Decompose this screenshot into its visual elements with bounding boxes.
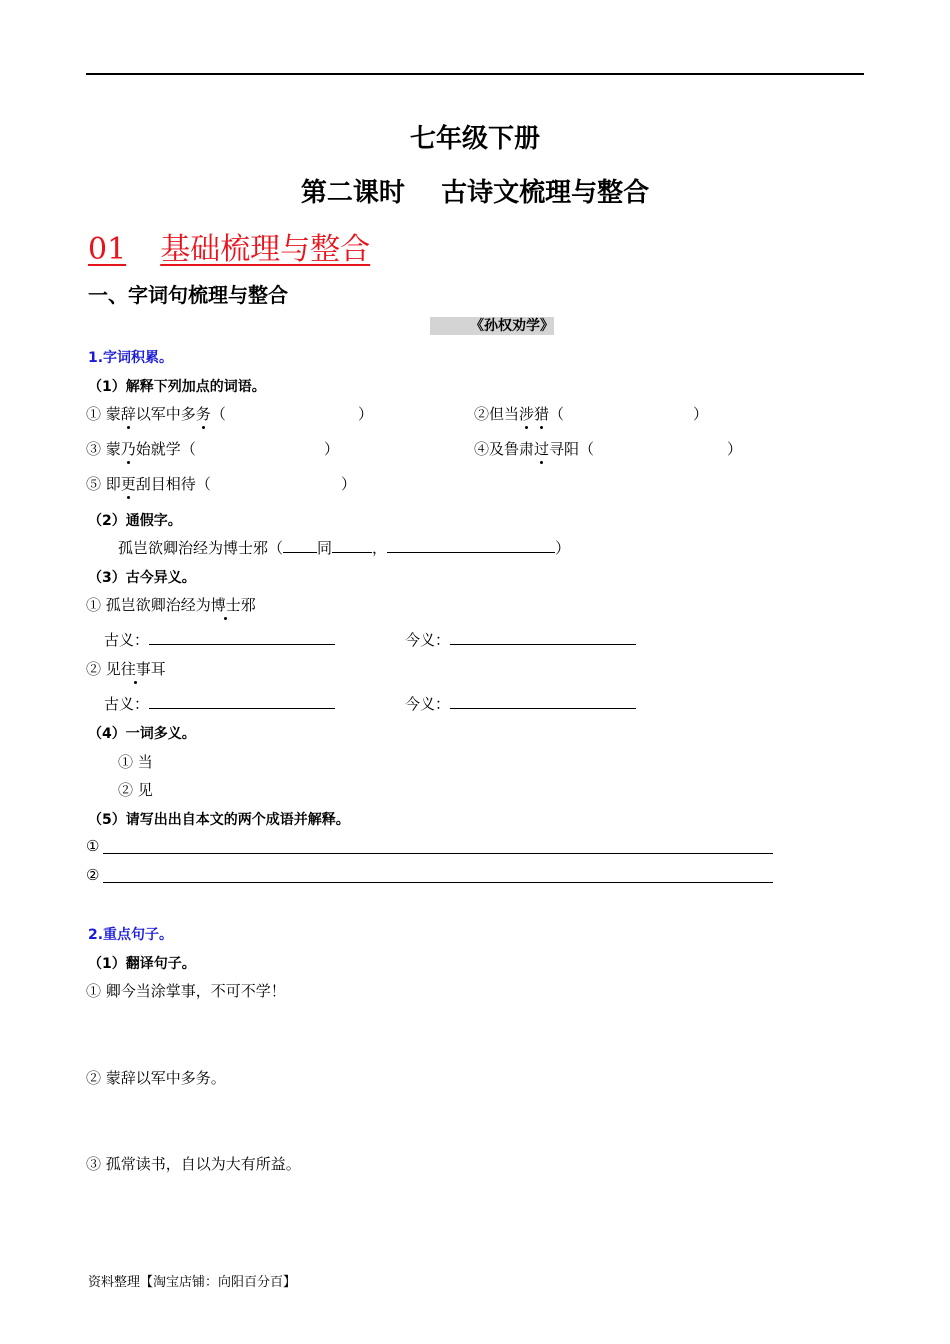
sentence-3: ③ 孤常读书，自以为大有所益。 bbox=[86, 1155, 301, 1173]
q3-ancient-2: 古义： bbox=[104, 693, 335, 714]
q3-item-1: ① 孤岂欲卿治经为博士邪 bbox=[86, 596, 256, 614]
q5-title: （5）请写出出自本文的两个成语并解释。 bbox=[88, 812, 350, 828]
q1-item-3-close: ） bbox=[324, 440, 340, 458]
section-number: 01 bbox=[88, 232, 127, 267]
q3-item-2: ② 见往事耳 bbox=[86, 660, 166, 678]
q4-title: （4）一词多义。 bbox=[88, 726, 196, 742]
passage-title: 《孙权劝学》 bbox=[430, 317, 554, 335]
translate-title: （1）翻译句子。 bbox=[88, 956, 196, 972]
q1-item-3: ③ 蒙乃始就学（ bbox=[86, 440, 196, 458]
q3-title: （3）古今异义。 bbox=[88, 570, 196, 586]
q1-item-5: ⑤ 即更刮目相待（ bbox=[86, 475, 211, 493]
q3-modern-2: 今义： bbox=[405, 693, 636, 714]
section-title bbox=[88, 224, 370, 268]
q1-item-2-close: ） bbox=[693, 405, 709, 423]
section-title-text: 基础梳理与整合 bbox=[160, 232, 371, 267]
q1-item-4: ④及鲁肃过寻阳（ bbox=[474, 440, 595, 458]
footer-text: 资料整理【淘宝店铺：向阳百分百】 bbox=[88, 1275, 297, 1290]
q5-mark-1: ① bbox=[86, 837, 100, 855]
q1-item-5-close: ） bbox=[341, 475, 357, 493]
lesson-title: 第二课时 古诗文梳理与整合 bbox=[300, 178, 650, 208]
q4-item-1: ① 当 bbox=[118, 753, 153, 771]
q5-answer-line-2[interactable] bbox=[103, 882, 773, 883]
q3-ancient-1: 古义： bbox=[104, 629, 335, 650]
q1-item-1-close: ） bbox=[358, 405, 374, 423]
q1-item-4-close: ） bbox=[727, 440, 743, 458]
words-heading: 1.字词积累。 bbox=[88, 350, 174, 366]
sentences-heading: 2.重点句子。 bbox=[88, 927, 174, 943]
header-rule bbox=[86, 73, 864, 75]
q1-item-2: ②但当涉猎（ bbox=[474, 405, 565, 423]
part-title: 一、字词句梳理与整合 bbox=[88, 283, 288, 307]
q5-mark-2: ② bbox=[86, 866, 100, 884]
q2-title: （2）通假字。 bbox=[88, 513, 182, 529]
q3-modern-1: 今义： bbox=[405, 629, 636, 650]
q1-title: （1）解释下列加点的词语。 bbox=[88, 379, 266, 395]
q2-line: 孤岂欲卿治经为博士邪（ 同 ， ） bbox=[118, 539, 571, 557]
grade-title: 七年级下册 bbox=[409, 124, 540, 154]
q4-item-2: ② 见 bbox=[118, 781, 153, 799]
q1-item-1: ① 蒙辞以军中多务（ bbox=[86, 405, 226, 423]
q5-answer-line-1[interactable] bbox=[103, 853, 773, 854]
sentence-2: ② 蒙辞以军中多务。 bbox=[86, 1069, 226, 1087]
sentence-1: ① 卿今当涂掌事，不可不学！ bbox=[86, 982, 286, 1000]
